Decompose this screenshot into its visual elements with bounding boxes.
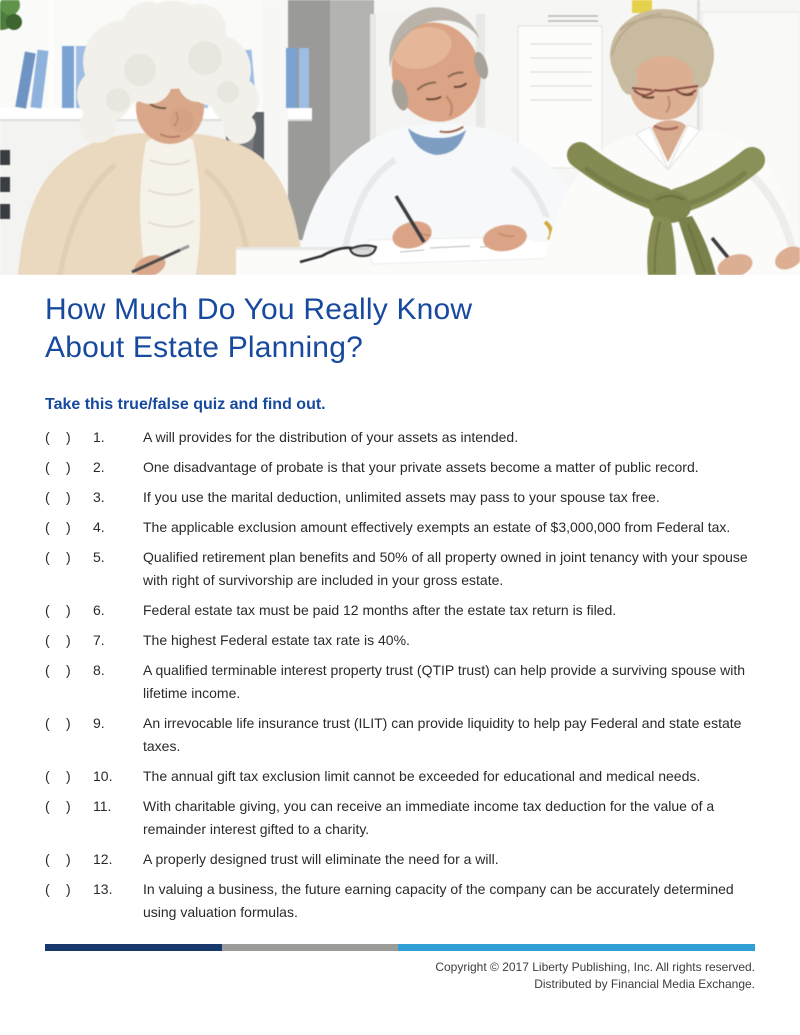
answer-blank-open-paren: ( [45,851,50,867]
question-number: 6. [93,602,105,618]
answer-blank-close-paren: ) [66,459,71,475]
question-number: 1. [93,429,105,445]
answer-blank-open-paren: ( [45,715,50,731]
question-text: Federal estate tax must be paid 12 months after the estate tax return is filed. [143,602,617,618]
answer-blank-open-paren: ( [45,881,50,897]
page-title [45,291,745,367]
question-text: The applicable exclusion amount effectively exempts an estate of $3,000,000 from Federal tax. [143,519,731,535]
quiz-instructions: Take this true/false quiz and find out. [45,396,326,413]
question-text: With charitable giving, you can receive an immediate income tax deduction for the value of a remainder interest gifted to a charity. [143,798,715,837]
answer-blank-open-paren: ( [45,549,50,565]
question-number: 11. [93,798,112,814]
question-text: The annual gift tax exclusion limit cannot be exceeded for educational and medical needs. [143,768,701,784]
page-title-line1: How Much Do You Really Know [45,293,473,326]
quiz-item [45,765,770,788]
answer-blank-open-paren: ( [45,662,50,678]
question-text: A qualified terminable interest property trust (QTIP trust) can help provide a surviving spouse with lifetime income. [143,662,746,701]
answer-blank-open-paren: ( [45,489,50,505]
answer-blank-close-paren: ) [66,602,71,618]
question-number: 10. [93,768,113,784]
answer-blank-open-paren: ( [45,602,50,618]
quiz-item [45,486,770,509]
question-number: 12. [93,851,113,867]
footer-copyright [255,959,755,993]
question-text: Qualified retirement plan benefits and 50% of all property owned in joint tenancy with your spouse with right of survivorship are included in your gross estate. [143,549,748,588]
quiz-item [45,456,770,479]
answer-blank-close-paren: ) [66,715,71,731]
answer-blank-open-paren: ( [45,632,50,648]
footer-divider-bar [45,944,755,951]
question-text: The highest Federal estate tax rate is 40%. [143,632,410,648]
answer-blank-close-paren: ) [66,851,71,867]
question-number: 5. [93,549,105,565]
question-number: 13. [93,881,113,897]
question-text: A will provides for the distribution of your assets as intended. [143,429,519,445]
answer-blank-open-paren: ( [45,429,50,445]
answer-blank-close-paren: ) [66,798,71,814]
hero-photo-illustration [0,0,800,275]
answer-blank-close-paren: ) [66,632,71,648]
question-text: An irrevocable life insurance trust (ILIT) can provide liquidity to help pay Federal and state estate taxes. [143,715,742,754]
answer-blank-close-paren: ) [66,489,71,505]
quiz-item [45,516,770,539]
hero-photo-seniors-writing [0,0,800,275]
footer-bar-segment-dark-blue [45,944,222,951]
question-text: A properly designed trust will eliminate the need for a will. [143,851,499,867]
quiz-item [45,546,770,592]
answer-blank-close-paren: ) [66,549,71,565]
quiz-list [45,426,770,931]
footer-bar-segment-light-blue [398,944,755,951]
answer-blank-close-paren: ) [66,662,71,678]
question-text: If you use the marital deduction, unlimited assets may pass to your spouse tax free. [143,489,660,505]
answer-blank-close-paren: ) [66,519,71,535]
question-text: In valuing a business, the future earning capacity of the company can be accurately determined using valuation formulas. [143,881,734,920]
quiz-item [45,712,770,758]
copyright-line2: Distributed by Financial Media Exchange. [534,977,755,991]
answer-blank-close-paren: ) [66,768,71,784]
pinned-document [518,16,602,168]
answer-blank-close-paren: ) [66,881,71,897]
quiz-item [45,629,770,652]
quiz-item [45,795,770,841]
question-number: 3. [93,489,105,505]
quiz-item [45,878,770,924]
footer-bar-segment-gray [222,944,398,951]
quiz-item [45,848,770,871]
answer-blank-close-paren: ) [66,429,71,445]
question-text: One disadvantage of probate is that your private assets become a matter of public record. [143,459,699,475]
quiz-item [45,659,770,705]
question-number: 4. [93,519,105,535]
page-title-line2: About Estate Planning? [45,331,363,364]
answer-blank-open-paren: ( [45,519,50,535]
quiz-item [45,599,770,622]
question-number: 8. [93,662,105,678]
copyright-line1: Copyright © 2017 Liberty Publishing, Inc. All rights reserved. [435,960,755,974]
answer-blank-open-paren: ( [45,459,50,475]
quiz-item [45,426,770,449]
answer-blank-open-paren: ( [45,768,50,784]
question-number: 2. [93,459,105,475]
question-number: 9. [93,715,105,731]
answer-blank-open-paren: ( [45,798,50,814]
question-number: 7. [93,632,105,648]
